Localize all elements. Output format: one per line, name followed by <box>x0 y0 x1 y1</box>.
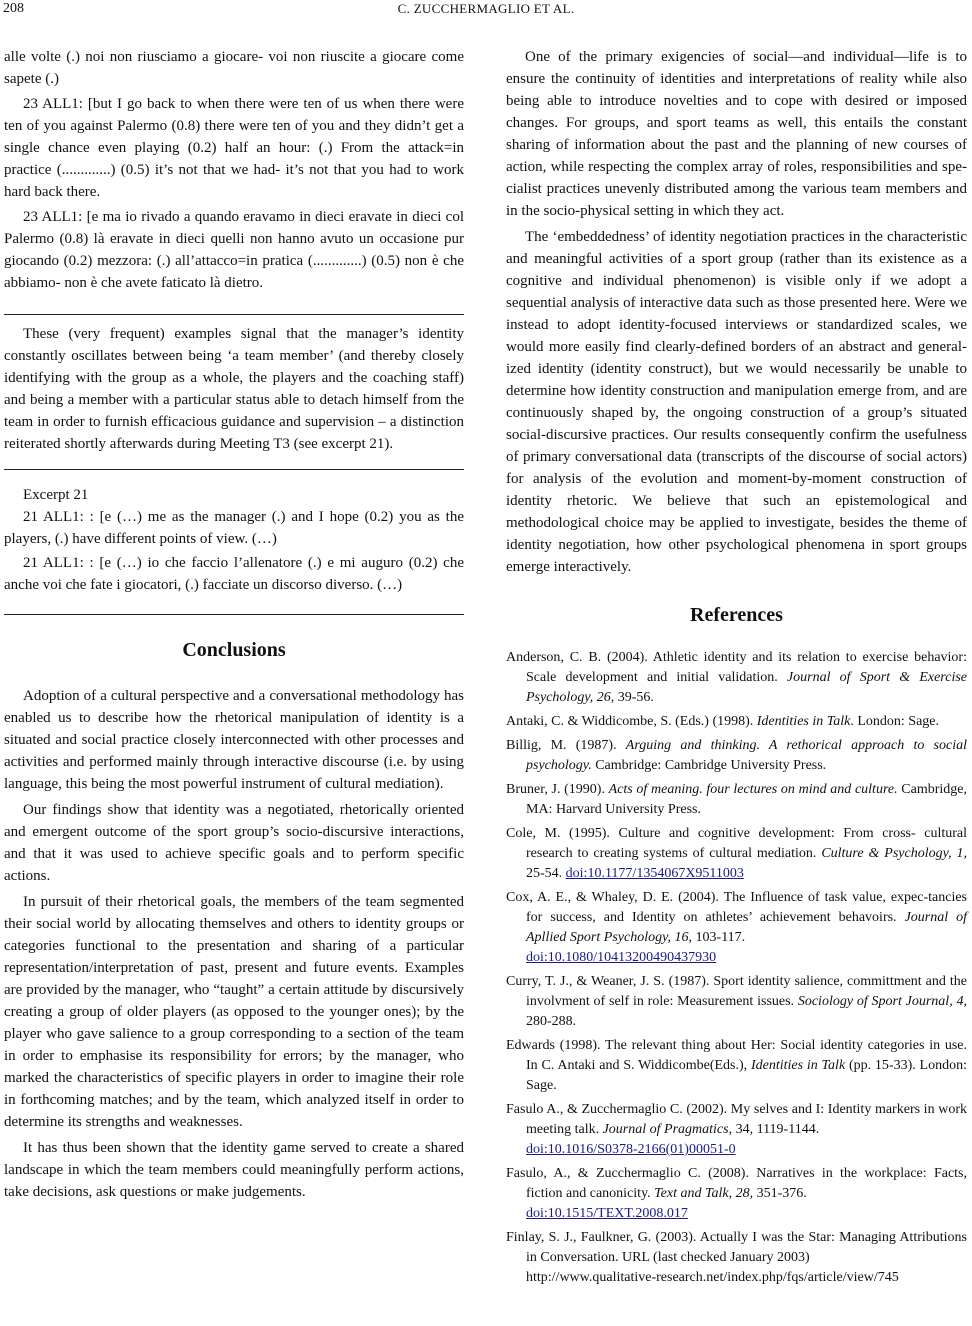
quote-23-italian: 23 ALL1: [e ma io rivado a quando eravamo in dieci eravate in dieci col Palermo (0.8) là eravate in dieci quelli non hanno avuto un occasione pur giocando (0.2) mezzora: (.) all’attacco=in pratica (.............) (0.5) non è che abbiamo- non è che avete faticato là dietro. <box>4 209 464 291</box>
reference-text: Antaki, C. & Widdicombe, S. (Eds.) (1998). <box>506 714 757 729</box>
reference-text: Edwards (1998). The relevant thing about Her: Social identity categories in use. In C. Antaki and S. Widdicombe(Eds.), <box>506 1038 967 1073</box>
reference-item <box>506 972 967 1032</box>
conclusions-paragraph: It has thus been shown that the identity game served to create a shared landscape in which the team members could meaningfully perform actions, take decisions, ask questions or make judgements. <box>4 1140 464 1200</box>
reference-source: Identities in Talk <box>756 714 851 729</box>
doi-link[interactable]: doi:10.1515/TEXT.2008.017 <box>526 1206 688 1221</box>
reference-pages: 280-288. <box>526 1014 577 1029</box>
right-column <box>506 46 967 1292</box>
reference-url[interactable]: http://www.qualitative-research.net/index.php/fqs/article/view/745 <box>526 1270 899 1285</box>
reference-text: Fasulo, A., & Zucchermaglio C. (2008). Narratives in the workplace: Facts, fiction and canonicity. <box>506 1166 967 1201</box>
conclusions-paragraph: Adoption of a cultural perspective and a conversational methodology has enabled us to describe how the rhetorical manipulation of identity is a situated and social practice closely interconnected with other processes and activities and performed mainly through interactive discourse (i.e. by using language, this being the most powerful instrument of cultural mediation). <box>4 688 464 792</box>
body-paragraph: One of the primary exigencies of social—and individual—life is to ensure the continuity of identities and interpretations of reality while also being able to introduce novelties and to cope with desired or imposed changes. For groups, and sport teams as well, this entails the constant sharing of information about the past and the planning of new courses of action, while respecting the complex array of roles, responsibilities and specialist practices unevenly distributed among the various team members and in the socio-physical setting in which they act. <box>506 49 967 219</box>
divider-rule <box>4 614 464 615</box>
running-head: C. ZUCCHERMAGLIO ET AL. <box>397 1 575 16</box>
reference-text: Bruner, J. (1990). <box>506 782 609 797</box>
reference-source: Journal of Sport & Exercise Psychology, 26, <box>526 670 968 705</box>
reference-list <box>506 648 967 1288</box>
quote-italian-end: alle volte (.) noi non riusciamo a giocare- voi non riuscite a giocare come sapete (.) <box>4 49 464 87</box>
reference-item <box>506 780 967 820</box>
body-paragraph: The ‘embeddedness’ of identity negotiation practices in the characteristic and meaningful activities of a sport group (rather than its existence as a cognitive and individual phenomenon) is visible only if we adopt a sequential analysis of interactive data such as those presented here. Were we instead to adopt identity-focused interviews or standardized scales, we would more easily find clearly-defined borders of an abstract and generalized identity (identity construct), but we would necessarily be unable to determine how identity construction and manipulation emerge from, and are continuously shaped by, the ongoing construction of a group’s situated social-discursive practices. Our results consequently confirm the usefulness of primary conversational data (transcripts of the discourse of social actors) for analysis of the evolution and moment-by-moment construction of identity rhetoric. We believe that such an epistemological and methodological choice may be applied to investigate, besides the theme of identity negotiation, how other psychological phenomena in sport groups emerge interactively. <box>506 229 967 575</box>
reference-pages: Cambridge: Cambridge University Press. <box>591 758 827 773</box>
divider-rule <box>4 314 464 315</box>
reference-text: Curry, T. J., & Weaner, J. S. (1987). Sport identity salience, committment and the involvment of self in role: Measurement issues. <box>506 974 967 1009</box>
reference-item <box>506 1228 967 1288</box>
reference-item <box>506 824 967 884</box>
reference-pages: , 34, 1119-1144. <box>728 1122 820 1137</box>
doi-link[interactable]: doi:10.1177/1354067X9511003 <box>565 866 744 881</box>
reference-text: Finlay, S. J., Faulkner, G. (2003). Actually I was the Star: Managing Attributions in Conversation. URL (last checked January 2003) <box>506 1230 967 1265</box>
reference-text: Fasulo A., & Zucchermaglio C. (2002). My selves and I: Identity markers in work meeting talk. <box>506 1102 967 1137</box>
reference-source: Culture & Psychology, 1, <box>821 846 967 861</box>
references-heading: References <box>690 604 783 626</box>
reference-source: Journal of Pragmatics <box>602 1122 729 1137</box>
reference-pages: 39-56. <box>614 690 654 705</box>
conclusions-paragraph: Our findings show that identity was a negotiated, rhetorically oriented and emergent outcome of the sport group’s socio-discursive interactions, and that it was used to achieve specific goals and to perform specific actions. <box>4 802 464 884</box>
divider-rule <box>4 469 464 470</box>
page-header <box>0 0 972 24</box>
doi-link[interactable]: doi:10.1016/S0378-2166(01)00051-0 <box>526 1142 736 1157</box>
conclusions-paragraph: In pursuit of their rhetorical goals, the members of the team segmented their social world by allocating themselves and others to identity groups or categories functional to the presentation and sharing of a particular representation/interpretation of past, present and future events. Examples are provided by the manager, who “taught” a certain attitude by discursively creating a group of older players (as opposed to the younger ones); by the player who gave salience to a group corresponding to a section of the team in order to emphasise its responsibility for errors; by the manager, who marked the characteristics of specific players in order to imagine their role in forthcoming matches; and by the team, which analyzed itself in order to determine its strengths and weaknesses. <box>4 894 464 1130</box>
reference-text: Cox, A. E., & Whaley, D. E. (2004). The Influence of task value, expec-tancies for success, and Identity on athletes’ achievement behavoirs. <box>506 890 967 925</box>
quote-23-english: 23 ALL1: [but I go back to when there were ten of us when there were ten of you against Palermo (0.8) there were ten of you and they didn’t get a single chance even playing (0.2) half an hour: (.) From the attack=in practice (.............) (0.5) it’s not that we had- it’s not that you had to work hard back there. <box>4 96 464 200</box>
reference-item <box>506 888 967 968</box>
excerpt-title: Excerpt 21 <box>23 487 89 503</box>
reference-item <box>506 1100 967 1160</box>
reference-source: Identities in Talk <box>750 1058 846 1073</box>
reference-pages: 103-117. <box>692 930 746 945</box>
reference-pages: 351-376. <box>753 1186 807 1201</box>
reference-item <box>506 1164 967 1224</box>
reference-pages: (pp. 15-33). London: Sage. <box>526 1058 968 1093</box>
reference-item <box>506 736 967 776</box>
reference-text: Cole, M. (1995). Culture and cognitive development: From cross- cultural research to creating systems of cultural mediation. <box>506 826 967 861</box>
doi-link[interactable]: doi:10.1080/10413200490437930 <box>526 950 717 965</box>
reference-source: Sociology of Sport Journal, 4, <box>797 994 967 1009</box>
reference-source: Arguing and thinking. A rethorical approach to social psychology. <box>526 738 967 773</box>
reference-item <box>506 648 967 708</box>
excerpt-english: 21 ALL1: : [e (…) me as the manager (.) and I hope (0.2) you as the players, (.) have different points of view. (…) <box>4 509 464 547</box>
reference-pages: 25-54. <box>526 866 566 881</box>
reference-item <box>506 1036 967 1096</box>
page-number: 208 <box>3 1 24 16</box>
reference-item <box>506 712 967 732</box>
body-paragraph: These (very frequent) examples signal that the manager’s identity constantly oscillates between being ‘a team member’ (and thereby closely identifying with the group as a whole, the players and the coaching staff) and being a member with a particular status able to detach himself from the team in order to furnish efficacious guidance and supervision – a distinction reiterated shortly afterwards during Meeting T3 (see excerpt 21). <box>4 326 464 452</box>
reference-source: Acts of meaning. four lectures on mind and culture. <box>608 782 898 797</box>
reference-pages: . London: Sage. <box>850 714 940 729</box>
reference-source: Text and Talk, 28, <box>654 1186 754 1201</box>
excerpt-italian: 21 ALL1: : [e (…) io che faccio l’allenatore (.) e mi auguro (0.2) che anche voi che fate i giocatori, (.) facciate un discorso diverso. (…) <box>4 555 464 593</box>
reference-pages: Cambridge, MA: Harvard University Press. <box>526 782 967 817</box>
reference-source: Journal of Apllied Sport Psychology, 16, <box>526 910 967 945</box>
conclusions-heading: Conclusions <box>182 639 286 661</box>
reference-text: Billig, M. (1987). <box>506 738 626 753</box>
reference-text: Anderson, C. B. (2004). Athletic identity and its relation to exercise behavior: Scale development and initial validation. <box>506 650 967 685</box>
left-column <box>4 46 464 1203</box>
